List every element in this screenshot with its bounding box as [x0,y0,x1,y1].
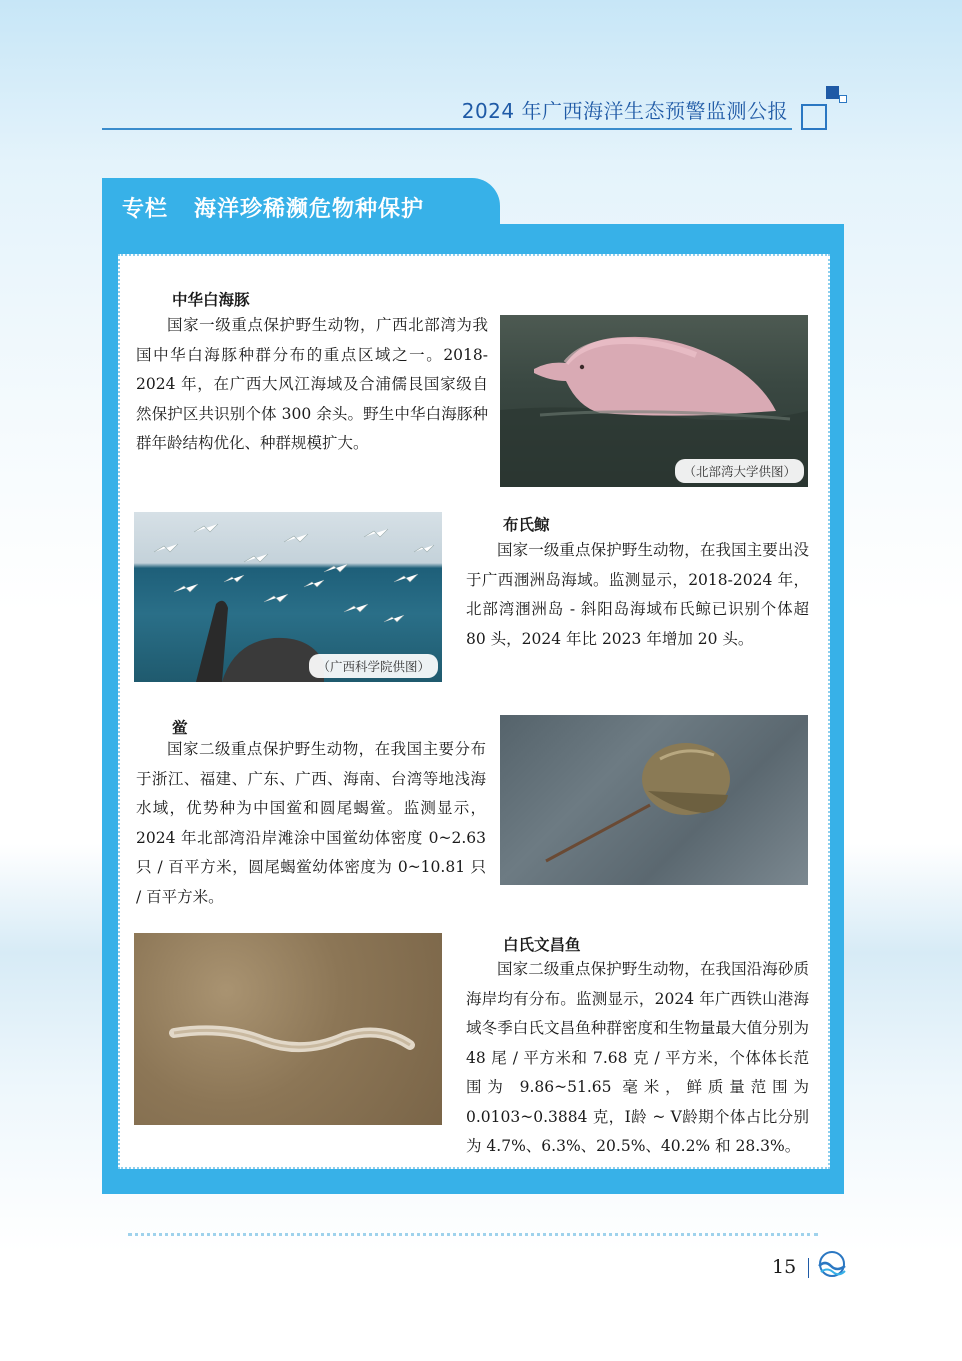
lancelet-illustration [134,933,442,1125]
photo-whale [134,512,442,682]
section-body-dolphin: 国家一级重点保护野生动物，广西北部湾为我国中华白海豚种群分布的重点区域之一。2018-2024 年，在广西大风江海域及合浦儒艮国家级自然保护区共识别个体 300 余头。野生中华白海豚种群年龄结构优化、种群规模扩大。 [136,316,488,452]
section-body-whale: 国家一级重点保护野生动物，在我国主要出没于广西涠洲岛海域。监测显示，2018-2024 年，北部湾涠洲岛 - 斜阳岛海域布氏鲸已识别个体超 80 头，2024 年比 2023 年增加 20 头。 [466,541,809,648]
column-title: 专栏 海洋珍稀濒危物种保护 [122,197,424,222]
report-header-title: 2024 年广西海洋生态预警监测公报 [461,99,788,123]
header-square-filled [826,86,839,99]
wave-logo-icon [815,1250,849,1282]
horseshoe-crab-illustration [500,715,808,885]
section-heading-lancelet: 白氏文昌鱼 [503,935,581,954]
photo-lancelet [134,933,442,1125]
photo-dolphin [500,315,808,487]
header-rule [102,128,792,130]
section-body-horseshoe-crab: 国家二级重点保护野生动物，在我国主要分布于浙江、福建、广东、广西、海南、台湾等地浅海水域，优势种为中国鲎和圆尾蝎鲎。监测显示，2024 年北部湾沿岸滩涂中国鲎幼体密度 0~2.63 只 / 百平方米，圆尾蝎鲎幼体密度为 0~10.81 只 / 百平方米。 [136,740,486,906]
section-heading-whale: 布氏鲸 [503,515,550,534]
photo-credit-dolphin: （北部湾大学供图） [675,459,804,483]
page-number-divider [808,1258,809,1278]
footer-rule [128,1233,818,1236]
header-square-outline [801,104,827,130]
section-body-lancelet: 国家二级重点保护野生动物，在我国沿海砂质海岸均有分布。监测显示，2024 年广西铁山港海域冬季白氏文昌鱼种群密度和生物量最大值分别为 48 尾 / 平方米和 7.68 克 / 平方米，个体体长范围为 9.86~51.65 毫米，鲜质量范围为 0.0103~0.3884 克，Ⅰ龄 ~ Ⅴ龄期个体占比分别为 4.7%、6.3%、20.5%、40.2% 和 28.3%。 [466,960,809,1155]
section-heading-dolphin: 中华白海豚 [172,290,250,309]
page-number: 15 [772,1256,797,1278]
photo-horseshoe-crab [500,715,808,885]
section-heading-horseshoe-crab: 鲎 [172,718,188,737]
header-square-small [839,95,847,103]
photo-credit-whale: （广西科学院供图） [309,654,438,678]
